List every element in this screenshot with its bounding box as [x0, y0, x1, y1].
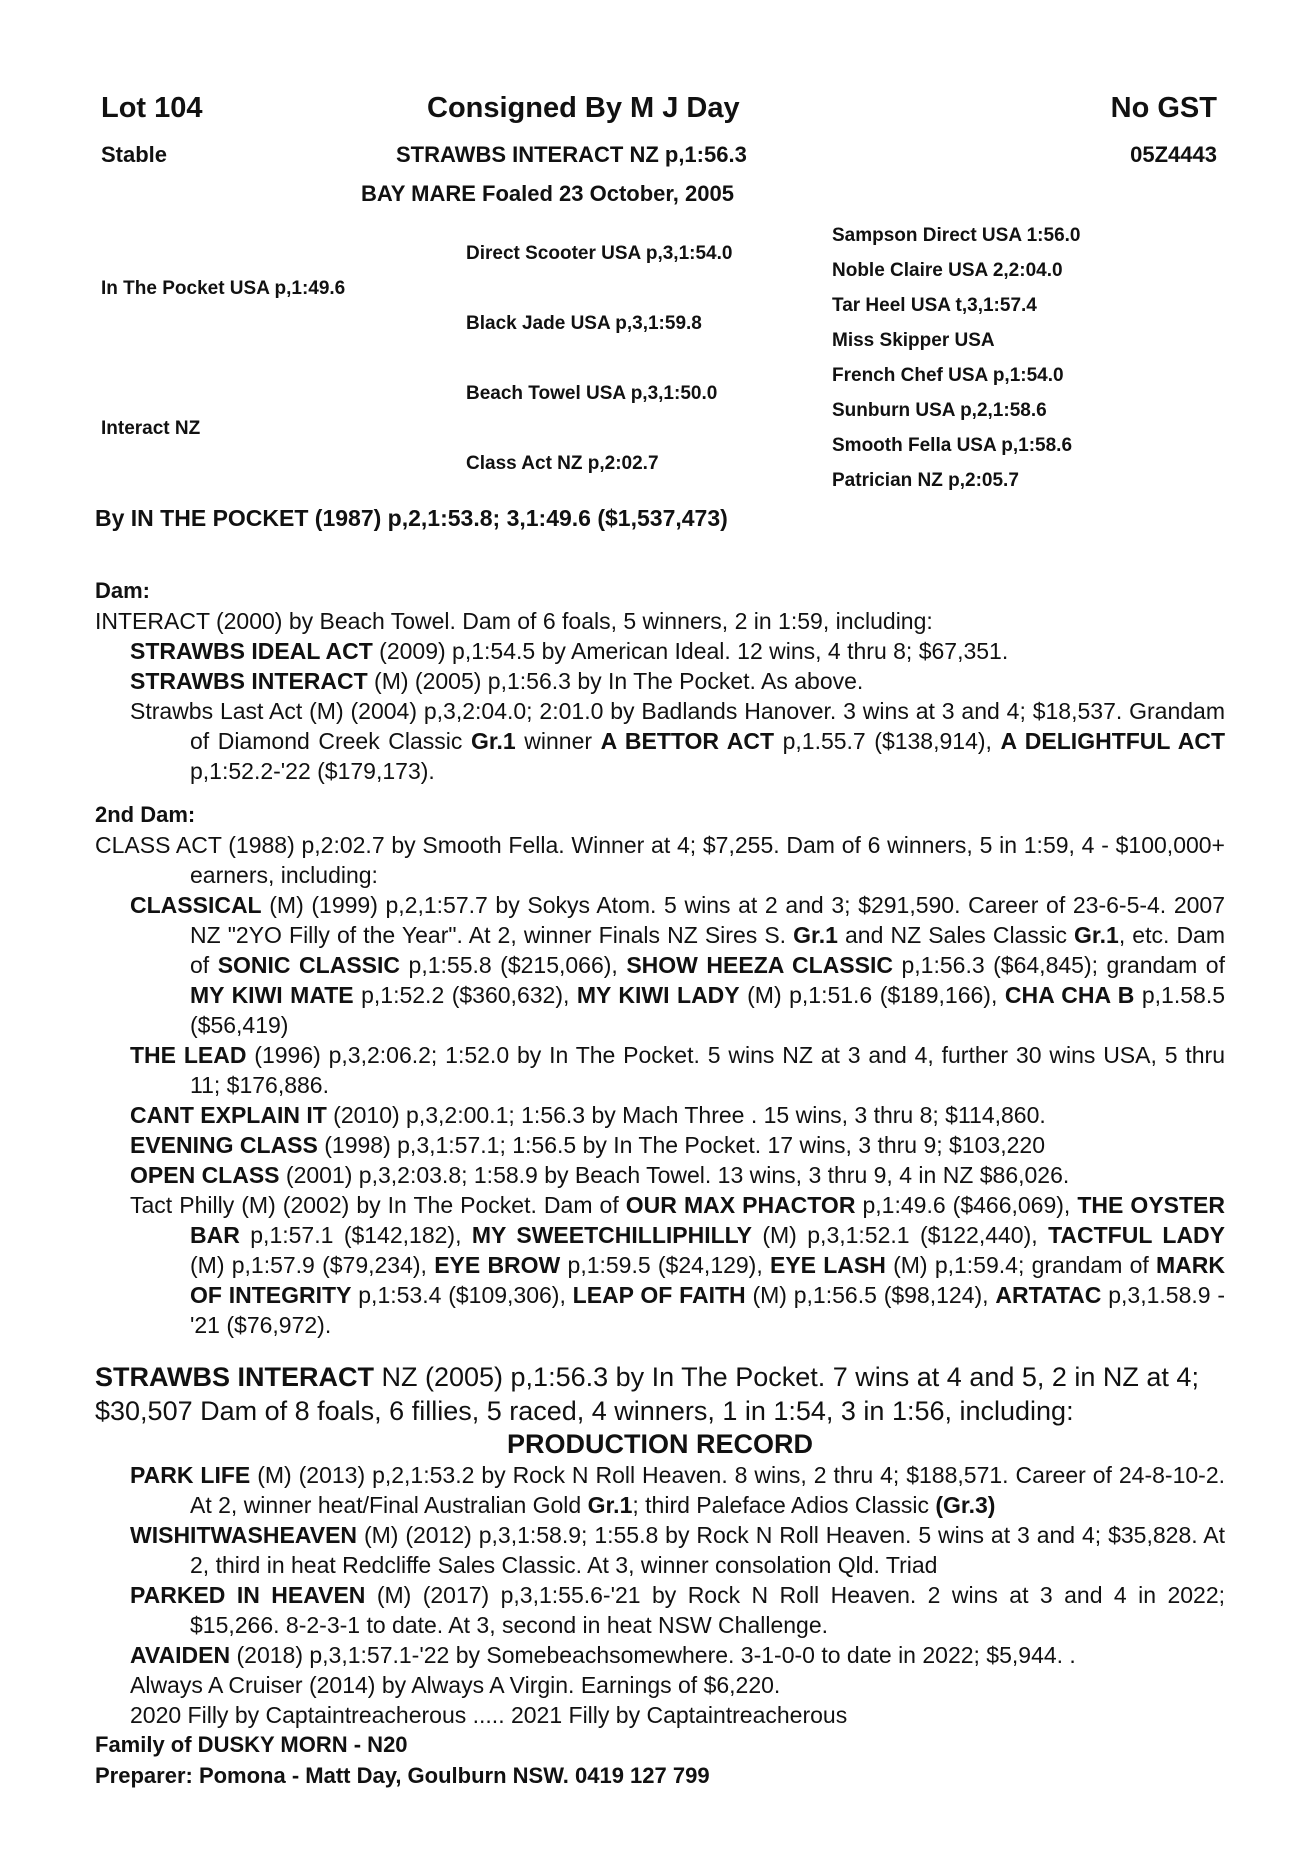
consigned-by: Consigned By M J Day	[427, 92, 740, 124]
dam-heading: Dam:	[95, 578, 151, 603]
progeny-entry: PARK LIFE (M) (2013) p,2,1:53.2 by Rock N Roll Heaven. 8 wins, 2 thru 4; $188,571. Career of 24-8-10-2. At 2, winner heat/Final Australian Gold Gr.1; third Paleface Adios Classic (Gr.3)	[130, 1462, 1225, 1518]
pedigree-g2: Class Act NZ p,2:02.7	[466, 453, 659, 474]
progeny-entry: THE LEAD (1996) p,3,2:06.2; 1:52.0 by In The Pocket. 5 wins NZ at 3 and 4, further 30 wins USA, 5 thru 11; $176,886.	[130, 1042, 1225, 1098]
pedigree-g3: Patrician NZ p,2:05.7	[832, 470, 1019, 491]
catalogue-body	[95, 576, 1225, 1792]
pedigree-sire: In The Pocket USA p,1:49.6	[101, 278, 346, 299]
progeny-entry: AVAIDEN (2018) p,3,1:57.1-'22 by Somebeachsomewhere. 3-1-0-0 to date in 2022; $5,944. .	[130, 1642, 1076, 1668]
pedigree-g2: Black Jade USA p,3,1:59.8	[466, 313, 702, 334]
sire-byline: By IN THE POCKET (1987) p,2,1:53.8; 3,1:49.6 ($1,537,473)	[95, 505, 728, 531]
horse-code: 05Z4443	[1130, 142, 1217, 167]
gst-status: No GST	[1110, 92, 1217, 124]
dam-intro: INTERACT (2000) by Beach Towel. Dam of 6 foals, 5 winners, 2 in 1:59, including:	[95, 608, 933, 634]
family-line: Family of DUSKY MORN - N20	[95, 1732, 408, 1757]
foaled-line: BAY MARE Foaled 23 October, 2005	[361, 181, 734, 206]
progeny-entry: PARKED IN HEAVEN (M) (2017) p,3,1:55.6-'21 by Rock N Roll Heaven. 2 wins at 3 and 4 in 2022; $15,266. 8-2-3-1 to date. At 3, second in heat NSW Challenge.	[130, 1582, 1226, 1638]
progeny-entry: CLASSICAL (M) (1999) p,2,1:57.7 by Sokys Atom. 5 wins at 2 and 3; $291,590. Career of 23-6-5-4. 2007 NZ "2YO Filly of the Year". At 2, winner Finals NZ Sires S. Gr.1 and NZ Sales Classic Gr.1, etc. Dam of SONIC CLASSIC p,1:55.8 ($215,066), SHOW HEEZA CLASSIC p,1:56.3 ($64,845); grandam of MY KIWI MATE p,1:52.2 ($360,632), MY KIWI LADY (M) p,1:51.6 ($189,166), CHA CHA B p,1.58.5 ($56,419)	[130, 892, 1226, 1038]
horse-name-line: STRAWBS INTERACT NZ p,1:56.3	[396, 142, 747, 167]
pedigree-g3: Noble Claire USA 2,2:04.0	[832, 260, 1063, 281]
horse-name: STRAWBS IDEAL ACT	[130, 638, 373, 664]
second-dam-heading: 2nd Dam:	[95, 802, 196, 827]
pedigree-g3: Tar Heel USA t,3,1:57.4	[832, 295, 1037, 316]
progeny-entry: STRAWBS INTERACT (M) (2005) p,1:56.3 by In The Pocket. As above.	[130, 668, 864, 694]
lot-number: Lot 104	[101, 92, 203, 124]
second-dam-intro: CLASS ACT (1988) p,2:02.7 by Smooth Fella. Winner at 4; $7,255. Dam of 6 winners, 5 in 1:59, 4 - $100,000+ earners, including:	[95, 832, 1225, 888]
horse-name: STRAWBS INTERACT	[130, 668, 368, 694]
preparer-line: Preparer: Pomona - Matt Day, Goulburn NSW. 0419 127 799	[95, 1763, 710, 1788]
progeny-entry: Always A Cruiser (2014) by Always A Virgin. Earnings of $6,220.	[130, 1672, 781, 1698]
stable-label: Stable	[101, 142, 168, 167]
pedigree-g3: French Chef USA p,1:54.0	[832, 365, 1064, 386]
pedigree-g3: Sampson Direct USA 1:56.0	[832, 225, 1081, 246]
progeny-entry: Strawbs Last Act (M) (2004) p,3,2:04.0; 2:01.0 by Badlands Hanover. 3 wins at 3 and 4; $18,537. Grandam of Diamond Creek Classic Gr.1 winner A BETTOR ACT p,1.55.7 ($138,914), A DELIGHTFUL ACT p,1:52.2-'22 ($179,173).	[130, 698, 1226, 784]
pedigree-g3: Smooth Fella USA p,1:58.6	[832, 435, 1073, 456]
production-heading: PRODUCTION RECORD	[506, 1429, 813, 1459]
pedigree-dam: Interact NZ	[101, 418, 201, 439]
production-intro: STRAWBS INTERACT NZ (2005) p,1:56.3 by In The Pocket. 7 wins at 4 and 5, 2 in NZ at 4; $30,507 Dam of 8 foals, 6 fillies, 5 raced, 4 winners, 1 in 1:54, 3 in 1:56, including:	[95, 1362, 1199, 1426]
progeny-entry: STRAWBS IDEAL ACT (2009) p,1:54.5 by American Ideal. 12 wins, 4 thru 8; $67,351.	[130, 638, 1009, 664]
progeny-entry: Tact Philly (M) (2002) by In The Pocket. Dam of OUR MAX PHACTOR p,1:49.6 ($466,069), THE OYSTER BAR p,1:57.1 ($142,182), MY SWEETCHILLIPHILLY (M) p,3,1:52.1 ($122,440), TACTFUL LADY (M) p,1:57.9 ($79,234), EYE BROW p,1:59.5 ($24,129), EYE LASH (M) p,1:59.4; grandam of MARK OF INTEGRITY p,1:53.4 ($109,306), LEAP OF FAITH (M) p,1:56.5 ($98,124), ARTATAC p,3,1.58.9 -'21 ($76,972).	[130, 1192, 1226, 1338]
pedigree-g2: Direct Scooter USA p,3,1:54.0	[466, 243, 733, 264]
pedigree-g3: Miss Skipper USA	[832, 330, 995, 351]
pedigree-g3: Sunburn USA p,2,1:58.6	[832, 400, 1047, 421]
progeny-entry: EVENING CLASS (1998) p,3,1:57.1; 1:56.5 by In The Pocket. 17 wins, 3 thru 9; $103,220	[130, 1132, 1045, 1158]
progeny-entry: WISHITWASHEAVEN (M) (2012) p,3,1:58.9; 1:55.8 by Rock N Roll Heaven. 5 wins at 3 and 4; $35,828. At 2, third in heat Redcliffe Sales Classic. At 3, winner consolation Qld. Triad	[130, 1522, 1225, 1578]
progeny-entry: OPEN CLASS (2001) p,3,2:03.8; 1:58.9 by Beach Towel. 13 wins, 3 thru 9, 4 in NZ $86,026.	[130, 1162, 1070, 1188]
progeny-entry: 2020 Filly by Captaintreacherous ..... 2021 Filly by Captaintreacherous	[130, 1702, 848, 1728]
pedigree-g2: Beach Towel USA p,3,1:50.0	[466, 383, 718, 404]
progeny-entry: CANT EXPLAIN IT (2010) p,3,2:00.1; 1:56.3 by Mach Three . 15 wins, 3 thru 8; $114,860.	[130, 1102, 1046, 1128]
